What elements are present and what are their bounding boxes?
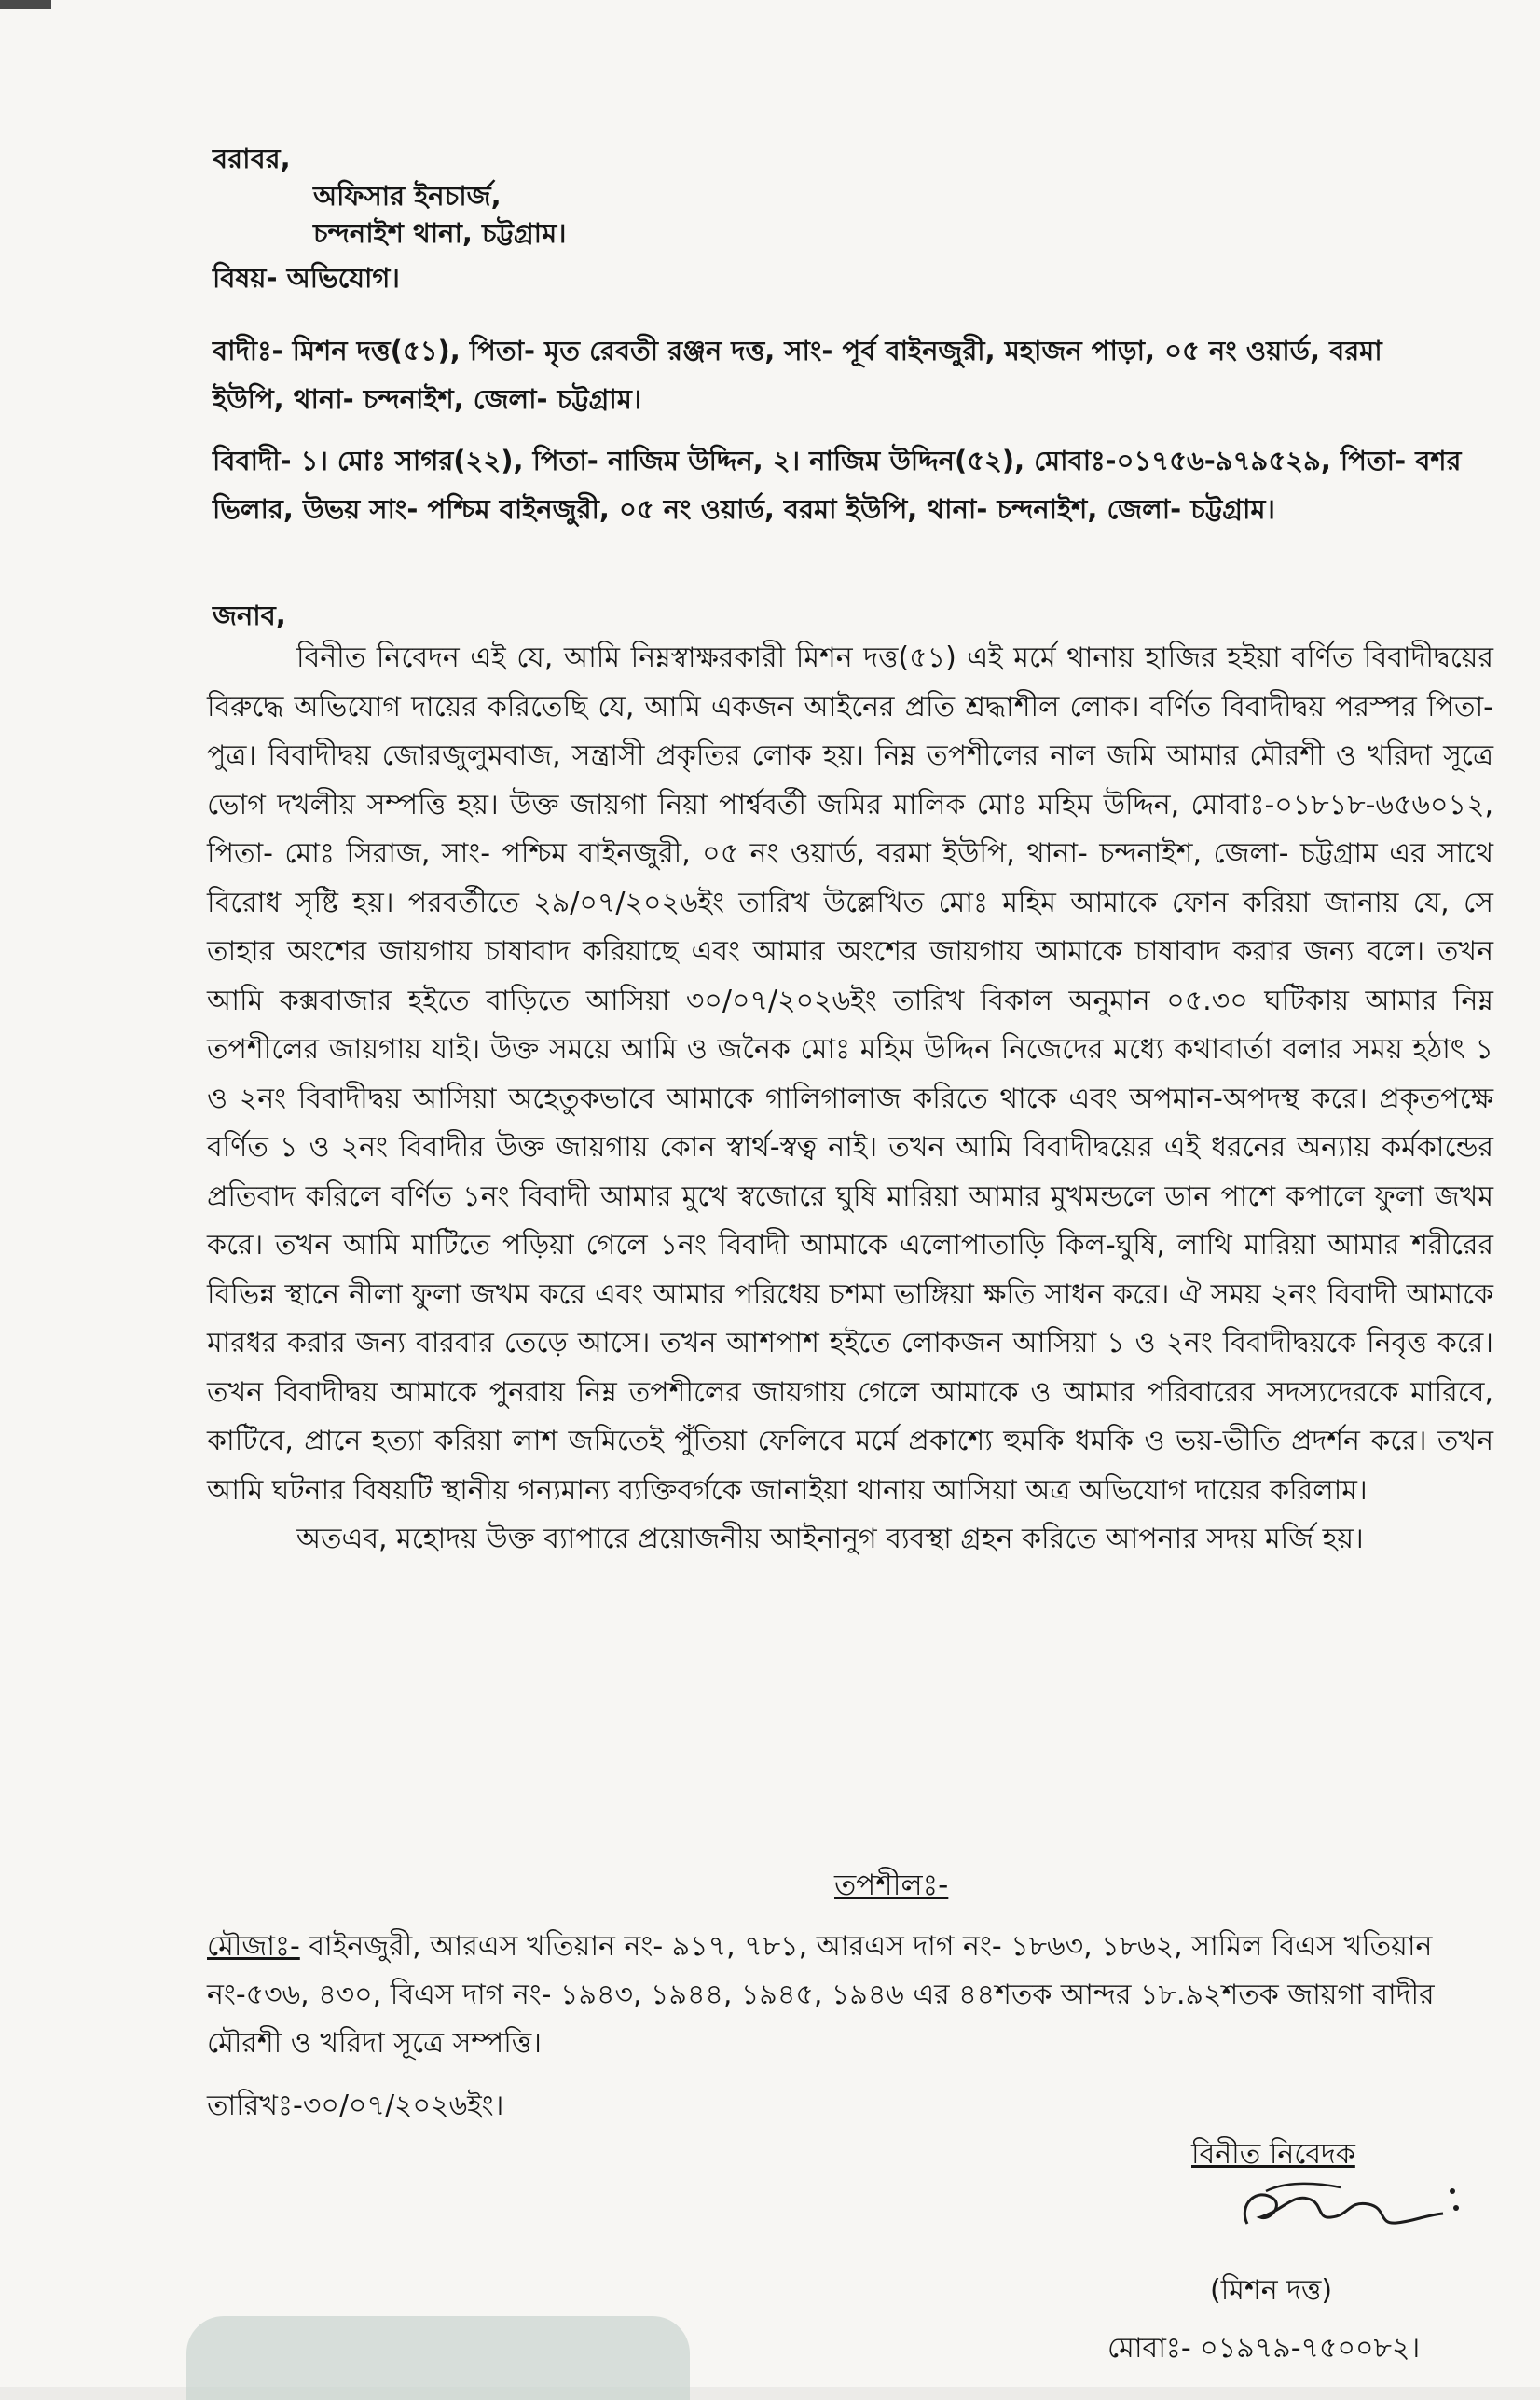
signature-label: বিনীত নিবেদক: [1191, 2138, 1355, 2171]
closing-paragraph: অতএব, মহোদয় উক্ত ব্যাপারে প্রয়োজনীয় আইনানুগ ব্যবস্থা গ্রহন করিতে আপনার সদয় মর্জি হয়।: [296, 1523, 1364, 1555]
schedule-details: [207, 1923, 1493, 2068]
body-paragraph: বিনীত নিবেদন এই যে, আমি নিম্নস্বাক্ষরকারী মিশন দত্ত(৫১) এই মর্মে থানায় হাজির হইয়া বর্ণিত বিবাদীদ্বয়ের বিরুদ্ধে অভিযোগ দায়ের করিতেছি যে, আমি একজন আইনের প্রতি শ্রদ্ধাশীল লোক। বর্ণিত বিবাদীদ্বয় পরস্পর পিতা-পুত্র। বিবাদীদ্বয় জোরজুলুমবাজ, সন্ত্রাসী প্রকৃতির লোক হয়। নিম্ন তপশীলের নাল জমি আমার মৌরশী ও খরিদা সূত্রে ভোগ দখলীয় সম্পত্তি হয়। উক্ত জায়গা নিয়া পার্শ্ববর্তী জমির মালিক মোঃ মহিম উদ্দিন, মোবাঃ-০১৮১৮-৬৫৬০১২, পিতা- মোঃ সিরাজ, সাং- পশ্চিম বাইনজুরী, ০৫ নং ওয়ার্ড, বরমা ইউপি, থানা- চন্দনাইশ, জেলা- চট্টগ্রাম এর সাথে বিরোধ সৃষ্টি হয়। পরবর্তীতে ২৯/০৭/২০২৬ইং তারিখ উল্লেখিত মোঃ মহিম আমাকে ফোন করিয়া জানায় যে, সে তাহার অংশের জায়গায় চাষাবাদ করিয়াছে এবং আমার অংশের জায়গায় আমাকে চাষাবাদ করার জন্য বলে। তখন আমি কক্সবাজার হইতে বাড়িতে আসিয়া ৩০/০৭/২০২৬ইং তারিখ বিকাল অনুমান ০৫.৩০ ঘটিকায় আমার নিম্ন তপশীলের জায়গায় যাই। উক্ত সময়ে আমি ও জনৈক মোঃ মহিম উদ্দিন নিজেদের মধ্যে কথাবার্তা বলার সময় হঠাৎ ১ ও ২নং বিবাদীদ্বয় আসিয়া অহেতুকভাবে আমাকে গালিগালাজ করিতে থাকে এবং অপমান-অপদস্থ করে। প্রকৃতপক্ষে বর্ণিত ১ ও ২নং বিবাদীর উক্ত জায়গায় কোন স্বার্থ-স্বত্ব নাই। তখন আমি বিবাদীদ্বয়ের এই ধরনের অন্যায় কর্মকান্ডের প্রতিবাদ করিলে বর্ণিত ১নং বিবাদী আমার মুখে স্বজোরে ঘুষি মারিয়া আমার মুখমন্ডলে ডান পাশে কপালে ফুলা জখম করে। তখন আমি মাটিতে পড়িয়া গেলে ১নং বিবাদী আমাকে এলোপাতাড়ি কিল-ঘুষি, লাথি মারিয়া আমার শরীরের বিভিন্ন স্থানে নীলা ফুলা জখম করে এবং আমার পরিধেয় চশমা ভাঙ্গিয়া ক্ষতি সাধন করে। ঐ সময় ২নং বিবাদী আমাকে মারধর করার জন্য বারবার তেড়ে আসে। তখন আশপাশ হইতে লোকজন আসিয়া ১ ও ২নং বিবাদীদ্বয়কে নিবৃত্ত করে। তখন বিবাদীদ্বয় আমাকে পুনরায় নিম্ন তপশীলের জায়গায় গেলে আমাকে ও আমার পরিবারের সদস্যদেরকে মারিবে, কাটিবে, প্রানে হত্যা করিয়া লাশ জমিতেই পুঁতিয়া ফেলিবে মর্মে প্রকাশ্যে হুমকি ধমকি ও ভয়-ভীতি প্রদর্শন করে। তখন আমি ঘটনার বিষয়টি স্থানীয় গন্যমান্য ব্যক্তিবর্গকে জানাইয়া থানায় আসিয়া অত্র অভিযোগ দায়ের করিলাম।: [207, 641, 1493, 1507]
recipient-station: চন্দনাইশ থানা, চট্টগ্রাম।: [313, 217, 567, 249]
recipient-officer: অফিসার ইনচার্জ,: [313, 180, 502, 212]
mouza-label: মৌজাঃ-: [207, 1930, 300, 1963]
handwritten-signature: [1229, 2172, 1471, 2256]
scan-artifact-bottom: [186, 2316, 690, 2400]
greeting: জনাব,: [213, 600, 286, 631]
scan-artifact: [0, 0, 51, 9]
schedule-text: বাইনজুরী, আরএস খতিয়ান নং- ৯১৭, ৭৮১, আরএস দাগ নং- ১৮৬৩, ১৮৬২, সামিল বিএস খতিয়ান নং-৫৩৬, ৪৩০, বিএস দাগ নং- ১৯৪৩, ১৯৪৪, ১৯৪৫, ১৯৪৬ এর ৪৪শতক আন্দর ১৮.৯২শতক জায়গা বাদীর মৌরশী ও খরিদা সূত্রে সম্পত্তি।: [207, 1930, 1435, 2060]
subject-line: বিষয়- অভিযোগ।: [213, 262, 400, 294]
address-block: [213, 140, 1462, 297]
signer-mobile: মোবাঃ- ০১৯৭৯-৭৫০০৮২।: [1107, 2332, 1421, 2365]
schedule-heading: তপশীলঃ-: [834, 1869, 949, 1902]
defendant-details: বিবাদী- ১। মোঃ সাগর(২২), পিতা- নাজিম উদ্দিন, ২। নাজিম উদ্দিন(৫২), মোবাঃ-০১৭৫৬-৯৭৯৫২৯, পিতা- বশর ভিলার, উভয় সাং- পশ্চিম বাইনজুরী, ০৫ নং ওয়ার্ড, বরমা ইউপি, থানা- চন্দনাইশ, জেলা- চট্টগ্রাম।: [213, 445, 1462, 525]
complaint-body: [207, 634, 1493, 1565]
signer-name: (মিশন দত্ত): [1210, 2274, 1333, 2307]
complainant-details: বাদীঃ- মিশন দত্ত(৫১), পিতা- মৃত রেবতী রঞ্জন দত্ত, সাং- পূর্ব বাইনজুরী, মহাজন পাড়া, ০৫ নং ওয়ার্ড, বরমা ইউপি, থানা- চন্দনাইশ, জেলা- চট্টগ্রাম।: [213, 335, 1382, 415]
date-line: তারিখঃ-৩০/০৭/২০২৬ইং।: [207, 2090, 504, 2122]
salutation-to: বরাবর,: [213, 143, 291, 174]
